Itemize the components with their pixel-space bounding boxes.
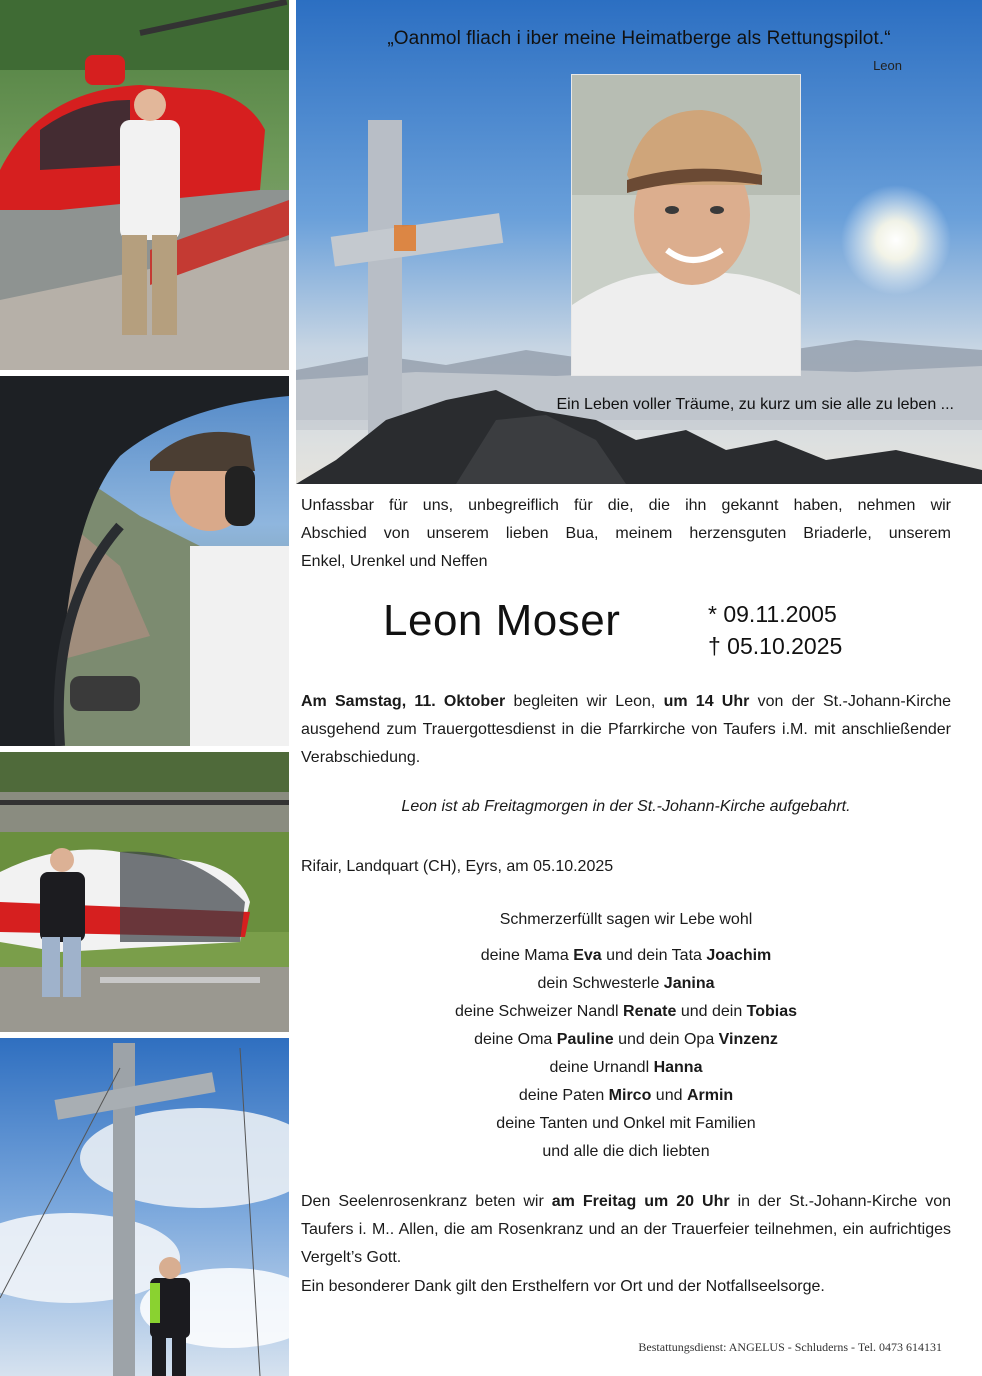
hero-image: [296, 0, 982, 484]
service-paragraph: [301, 688, 951, 772]
mourner-row: deine Oma Pauline und dein Opa Vinzenz: [474, 1031, 778, 1048]
intro-paragraph: [301, 492, 951, 576]
deceased-name: Leon Moser: [383, 596, 621, 645]
service-date: Am Samstag, 11. Oktober: [301, 693, 506, 710]
rosary-text-1: Den Seelenrosenkranz beten wir: [301, 1193, 552, 1210]
funeral-service-footer: Bestattungsdienst: ANGELUS - Schluderns - Tel. 0473 614131: [638, 1340, 942, 1354]
photo-small-helicopter: [0, 752, 289, 1032]
viewing-notice: Leon ist ab Freitagmorgen in der St.-Johann-Kirche aufgebahrt.: [401, 798, 851, 815]
rosary-time: am Freitag um 20 Uhr: [551, 1193, 730, 1210]
quote-author: Leon: [873, 58, 902, 73]
photo-summit-cross: [0, 1038, 289, 1376]
intro-line-3: Enkel, Urenkel und Neffen: [301, 553, 488, 570]
thanks-text: Ein besonderer Dank gilt den Ersthelfern vor Ort und der Notfallseelsorge.: [301, 1278, 825, 1295]
life-dates: [708, 598, 842, 662]
portrait-photo: [571, 74, 801, 376]
place-date: Rifair, Landquart (CH), Eyrs, am 05.10.2025: [301, 858, 614, 875]
mourner-row: dein Schwesterle Janina: [537, 975, 715, 992]
intro-line-2: Abschied von unserem lieben Bua, meinem herzensguten Briaderle, unserem: [301, 525, 951, 542]
mourner-row: deine Tanten und Onkel mit Familien: [496, 1115, 756, 1132]
birth-date: * 09.11.2005: [708, 601, 837, 627]
quote-text: „Oanmol fliach i iber meine Heimatberge als Rettungspilot.“: [387, 28, 891, 49]
service-text-2: von der St.-Johann-Kirche ausgehend zum Trauergottesdienst in die Pfarrkirche von Taufers i.M. mit anschließender Verabschiedung.: [301, 693, 952, 766]
death-date: † 05.10.2025: [708, 633, 843, 659]
motto-text: Ein Leben voller Träume, zu kurz um sie alle zu leben ...: [556, 396, 954, 413]
mourners-heading: Schmerzerfüllt sagen wir Lebe wohl: [499, 911, 753, 928]
mourner-row: deine Urnandl Hanna: [549, 1059, 703, 1076]
rosary-text-2: in der St.-Johann-Kirche von Taufers i. M.. Allen, die am Rosenkranz und an der Trauerfeier teilnehmen, ein aufrichtiges Vergelt’s Gott.: [301, 1193, 952, 1266]
service-time: um 14 Uhr: [663, 693, 750, 710]
mourners-list: [301, 908, 951, 1166]
photo-cockpit: [0, 376, 289, 746]
mourner-row: und alle die dich liebten: [542, 1143, 710, 1160]
mourner-row: deine Schweizer Nandl Renate und dein Tobias: [454, 1003, 798, 1020]
service-text-1: begleiten wir Leon,: [505, 693, 664, 710]
mourner-row: deine Mama Eva und dein Tata Joachim: [480, 947, 772, 964]
intro-line-1: Unfassbar für uns, unbegreiflich für die, die ihn gekannt haben, nehmen wir: [301, 497, 951, 514]
mourner-row: deine Paten Mirco und Armin: [518, 1087, 734, 1104]
photo-helicopter-red: [0, 0, 289, 370]
rosary-paragraph: [301, 1188, 951, 1272]
